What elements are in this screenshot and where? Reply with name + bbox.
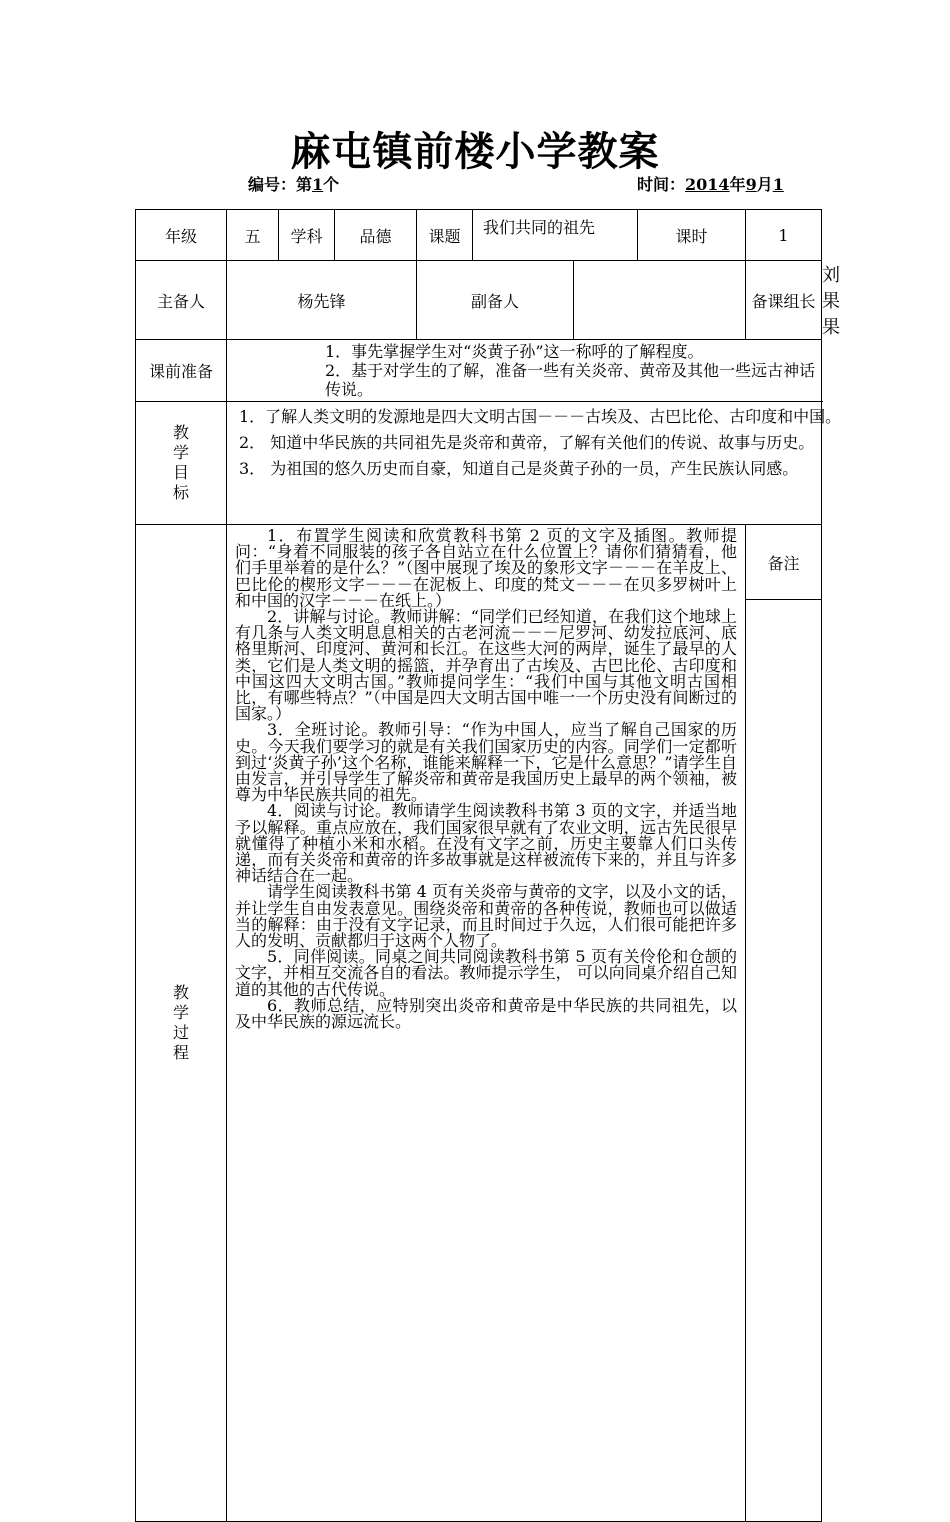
process-content — [227, 525, 746, 1522]
time-label: 时间： — [637, 175, 686, 194]
subject-value: 品德 — [335, 210, 417, 261]
goals-label — [136, 402, 227, 525]
subject-label: 学科 — [279, 210, 335, 261]
process-paragraph: 请学生阅读教科书第 4 页有关炎帝与黄帝的文字，以及小文的话，并让学生自由发表意见。围绕炎帝和黄帝的各种传说，教师也可以做适当的解释：由于没有文字记录，而且时间过于久远，人们很可能把许多人的发明、贡献都归于这两个人物了。 — [235, 882, 738, 951]
process-label — [136, 525, 227, 1522]
goals-label-char: 标 — [172, 483, 189, 502]
goal-item: 1．了解人类文明的发源地是四大文明古国－－－古埃及、古巴比伦、古印度和中国。 — [239, 407, 842, 426]
process-paragraph: 4．阅读与讨论。教师请学生阅读教科书第 3 页的文字，并适当地予以解释。重点应放在，我们国家很早就有了农业文明，远古先民很早就懂得了种植小米和水稻。在没有文字之前，历史主要靠人们口头传递，而有关炎帝和黄帝的许多故事就是这样被流传下来的，并且与许多神话结合在一起。 — [235, 801, 738, 886]
process-paragraph: 2．讲解与讨论。教师讲解：“同学们已经知道，在我们这个地球上有几条与人类文明息息相关的古老河流－－－尼罗河、幼发拉底河、底格里斯河、印度河、黄河和长江。在这些大河的两岸，诞生了最早的人类，它们是人类文明的摇篮，并孕育出了古埃及、古巴比伦、古印度和中国这四大文明古国。”教师提问学生：“我们中国与其他文明古国相比，有哪些特点？”（中国是四大文明古国中唯一一个历史没有间断过的国家。） — [235, 607, 738, 724]
year-unit: 年 — [729, 175, 746, 194]
prep-item: 1．事先掌握学生对“炎黄子孙”这一称呼的了解程度。 — [325, 342, 704, 361]
lead-preparer-value: 杨先锋 — [227, 261, 417, 340]
date-field — [637, 172, 784, 195]
goals-label-char: 目 — [172, 463, 189, 482]
prep-item: 2．基于对学生的了解，准备一些有关炎帝、黄帝及其他一些远古神话传说。 — [325, 361, 816, 399]
table-row-preparation — [136, 340, 822, 402]
prep-content — [227, 340, 822, 402]
assistant-preparer-label: 副备人 — [417, 261, 574, 340]
page-title: 麻屯镇前楼小学教案 — [290, 129, 660, 175]
number-unit: 个 — [323, 175, 340, 194]
day-value: 1 — [772, 175, 784, 194]
period-value: 1 — [746, 210, 822, 261]
process-label-char: 学 — [172, 1003, 189, 1022]
prep-label: 课前准备 — [136, 340, 227, 402]
process-label-char: 教 — [172, 983, 189, 1002]
period-label: 课时 — [638, 210, 746, 261]
assistant-preparer-value — [574, 261, 746, 340]
grade-label: 年级 — [136, 210, 227, 261]
topic-value: 我们共同的祖先 — [473, 210, 638, 261]
goal-item: 3． 为祖国的悠久历史而自豪，知道自己是炎黄子孙的一员，产生民族认同感。 — [239, 459, 799, 478]
lead-preparer-label: 主备人 — [136, 261, 227, 340]
note-content — [746, 600, 822, 1522]
process-paragraph: 3．全班讨论。教师引导：“作为中国人，应当了解自己国家的历史。今天我们要学习的就是有关我们国家历史的内容。同学们一定都听到过‘炎黄子孙’这个名称，谁能来解释一下，它是什么意思？”请学生自由发言，并引导学生了解炎帝和黄帝是我国历史上最早的两个领袖，被尊为中华民族共同的祖先。 — [235, 720, 738, 805]
month-unit: 月 — [756, 175, 773, 194]
process-paragraph: 5．同伴阅读。同桌之间共同阅读教科书第 5 页有关伶伦和仓颉的文字，并相互交流各自的看法。教师提示学生， 可以向同桌介绍自己知道的其他的古代传说。 — [235, 947, 738, 999]
month-value: 9 — [745, 175, 757, 194]
group-leader-label: 备课组长 — [746, 261, 822, 340]
table-row-process-top — [136, 525, 822, 600]
goals-label-char: 教 — [172, 423, 189, 442]
number-value: 1 — [312, 175, 324, 194]
process-label-char: 程 — [172, 1043, 189, 1062]
goal-item: 2． 知道中华民族的共同祖先是炎帝和黄帝，了解有关他们的传说、故事与历史。 — [239, 433, 815, 452]
number-label: 编号：第 — [248, 175, 313, 194]
process-paragraph: 6．教师总结，应特别突出炎帝和黄帝是中华民族的共同祖先，以及中华民族的源远流长。 — [235, 995, 738, 1032]
table-row-preparers: 主备人 杨先锋 副备人 备课组长 刘果果 — [136, 261, 822, 340]
process-label-char: 过 — [172, 1023, 189, 1042]
note-label: 备注 — [746, 525, 822, 600]
process-paragraph: 1．布置学生阅读和欣赏教科书第 2 页的文字及插图。教师提问：“身着不同服装的孩子各自站立在什么位置上？请你们猜猜看，他们手里举着的是什么？”（图中展现了埃及的象形文字－－－在羊皮上、巴比伦的楔形文字－－－在泥板上、印度的梵文－－－在贝多罗树叶上和中国的汉字－－－在纸上。） — [235, 526, 738, 610]
goals-content — [227, 402, 842, 525]
lesson-plan-table — [135, 209, 842, 1522]
grade-value: 五 — [227, 210, 279, 261]
table-row-goals — [136, 402, 822, 525]
table-row-basic-info — [136, 210, 822, 261]
year-value: 2014 — [685, 175, 730, 194]
number-field — [248, 172, 339, 195]
topic-label: 课题 — [417, 210, 473, 261]
goals-label-char: 学 — [172, 443, 189, 462]
